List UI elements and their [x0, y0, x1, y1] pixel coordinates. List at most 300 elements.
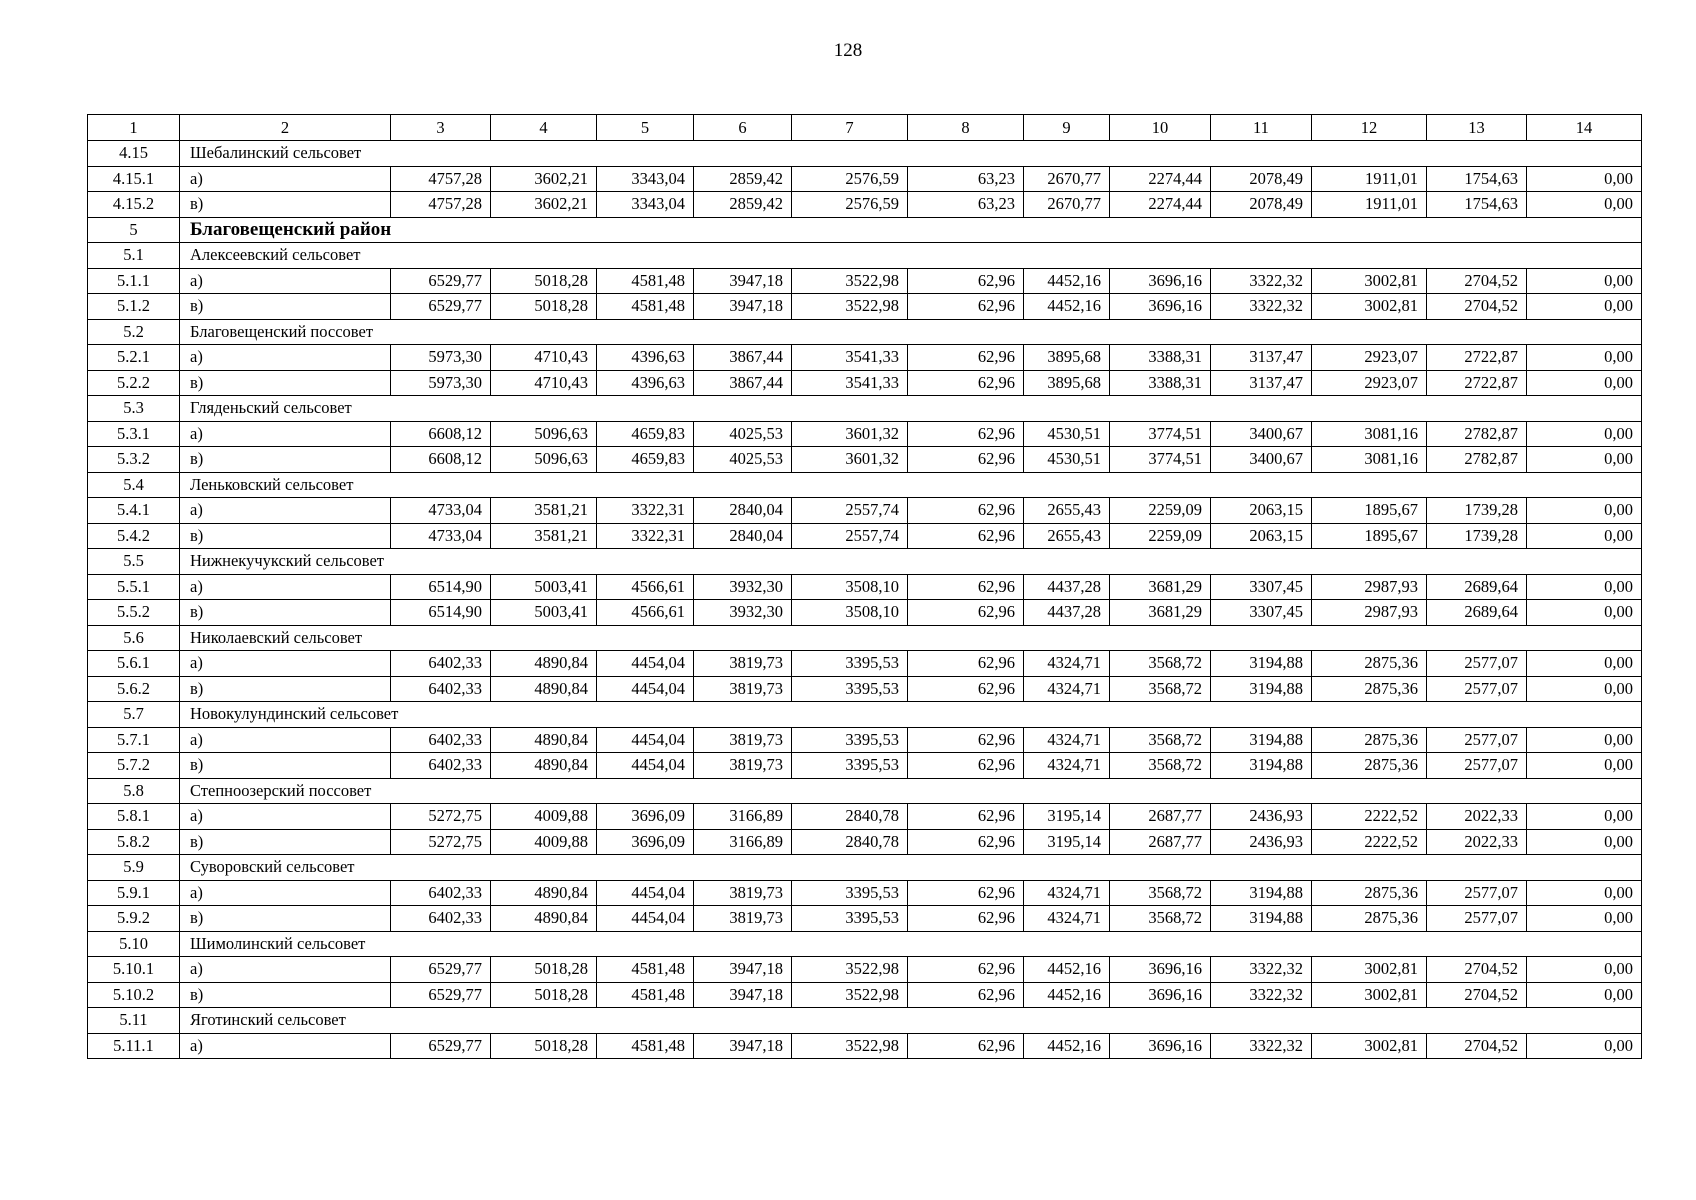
value-cell: 4025,53	[694, 447, 792, 473]
table-body	[88, 115, 1642, 1059]
value-cell: 2274,44	[1110, 166, 1211, 192]
value-cell: 3774,51	[1110, 447, 1211, 473]
value-cell: 3388,31	[1110, 370, 1211, 396]
row-number-cell: 5.10.2	[88, 982, 180, 1008]
row-number-cell: 5.4.1	[88, 498, 180, 524]
value-cell: 2259,09	[1110, 498, 1211, 524]
value-cell: 62,96	[908, 523, 1024, 549]
value-cell: 2875,36	[1312, 906, 1427, 932]
value-cell: 3343,04	[597, 166, 694, 192]
table-row	[88, 957, 1642, 983]
value-cell: 62,96	[908, 829, 1024, 855]
settlement-name: Гляденьский сельсовет	[180, 396, 1642, 422]
value-cell: 2436,93	[1211, 804, 1312, 830]
value-cell: 2923,07	[1312, 370, 1427, 396]
value-cell: 1754,63	[1427, 192, 1527, 218]
value-cell: 4324,71	[1024, 880, 1110, 906]
settlement-row	[88, 778, 1642, 804]
value-cell: 3819,73	[694, 880, 792, 906]
column-number-cell: 9	[1024, 115, 1110, 141]
value-cell: 3581,21	[491, 523, 597, 549]
settlement-row	[88, 625, 1642, 651]
settlement-row	[88, 1008, 1642, 1034]
row-label-cell: в)	[180, 523, 391, 549]
value-cell: 0,00	[1527, 523, 1642, 549]
value-cell: 4757,28	[391, 166, 491, 192]
value-cell: 4566,61	[597, 574, 694, 600]
value-cell: 2722,87	[1427, 370, 1527, 396]
value-cell: 4437,28	[1024, 600, 1110, 626]
row-label-cell: а)	[180, 268, 391, 294]
value-cell: 5096,63	[491, 421, 597, 447]
row-label-cell: в)	[180, 982, 391, 1008]
settlement-row	[88, 472, 1642, 498]
value-cell: 6402,33	[391, 676, 491, 702]
row-label-cell: в)	[180, 370, 391, 396]
value-cell: 0,00	[1527, 957, 1642, 983]
value-cell: 3522,98	[792, 1033, 908, 1059]
value-cell: 5272,75	[391, 804, 491, 830]
value-cell: 4890,84	[491, 676, 597, 702]
row-number-cell: 5.11.1	[88, 1033, 180, 1059]
value-cell: 62,96	[908, 1033, 1024, 1059]
value-cell: 4452,16	[1024, 294, 1110, 320]
value-cell: 3194,88	[1211, 880, 1312, 906]
value-cell: 3774,51	[1110, 421, 1211, 447]
value-cell: 2987,93	[1312, 600, 1427, 626]
value-cell: 4710,43	[491, 370, 597, 396]
value-cell: 2722,87	[1427, 345, 1527, 371]
value-cell: 4581,48	[597, 982, 694, 1008]
value-cell: 2689,64	[1427, 600, 1527, 626]
value-cell: 62,96	[908, 498, 1024, 524]
value-cell: 62,96	[908, 268, 1024, 294]
value-cell: 3541,33	[792, 370, 908, 396]
settlement-row	[88, 549, 1642, 575]
value-cell: 3395,53	[792, 651, 908, 677]
value-cell: 3388,31	[1110, 345, 1211, 371]
value-cell: 4324,71	[1024, 651, 1110, 677]
value-cell: 2840,78	[792, 804, 908, 830]
table-row	[88, 447, 1642, 473]
column-number-cell: 6	[694, 115, 792, 141]
table-row	[88, 294, 1642, 320]
value-cell: 4324,71	[1024, 676, 1110, 702]
value-cell: 5003,41	[491, 600, 597, 626]
value-cell: 62,96	[908, 370, 1024, 396]
value-cell: 3867,44	[694, 345, 792, 371]
value-cell: 3819,73	[694, 753, 792, 779]
value-cell: 4890,84	[491, 727, 597, 753]
value-cell: 3002,81	[1312, 294, 1427, 320]
value-cell: 2577,07	[1427, 753, 1527, 779]
value-cell: 3696,16	[1110, 1033, 1211, 1059]
value-cell: 3194,88	[1211, 906, 1312, 932]
row-label-cell: а)	[180, 727, 391, 753]
value-cell: 3947,18	[694, 268, 792, 294]
value-cell: 4757,28	[391, 192, 491, 218]
row-label-cell: а)	[180, 804, 391, 830]
value-cell: 3522,98	[792, 957, 908, 983]
value-cell: 2704,52	[1427, 294, 1527, 320]
row-number-cell: 5.8	[88, 778, 180, 804]
row-number-cell: 5.9.2	[88, 906, 180, 932]
value-cell: 4733,04	[391, 498, 491, 524]
value-cell: 3541,33	[792, 345, 908, 371]
table-row	[88, 1033, 1642, 1059]
value-cell: 0,00	[1527, 345, 1642, 371]
value-cell: 62,96	[908, 880, 1024, 906]
value-cell: 3081,16	[1312, 447, 1427, 473]
value-cell: 6514,90	[391, 574, 491, 600]
value-cell: 3194,88	[1211, 651, 1312, 677]
value-cell: 3932,30	[694, 600, 792, 626]
value-cell: 2222,52	[1312, 804, 1427, 830]
value-cell: 0,00	[1527, 651, 1642, 677]
value-cell: 0,00	[1527, 268, 1642, 294]
value-cell: 5018,28	[491, 1033, 597, 1059]
value-cell: 3343,04	[597, 192, 694, 218]
row-number-cell: 5.6.2	[88, 676, 180, 702]
value-cell: 3002,81	[1312, 982, 1427, 1008]
value-cell: 62,96	[908, 727, 1024, 753]
value-cell: 3568,72	[1110, 676, 1211, 702]
value-cell: 1911,01	[1312, 192, 1427, 218]
row-label-cell: в)	[180, 829, 391, 855]
value-cell: 5973,30	[391, 345, 491, 371]
value-cell: 2436,93	[1211, 829, 1312, 855]
value-cell: 1911,01	[1312, 166, 1427, 192]
value-cell: 2704,52	[1427, 982, 1527, 1008]
value-cell: 4659,83	[597, 447, 694, 473]
value-cell: 2840,04	[694, 523, 792, 549]
value-cell: 0,00	[1527, 1033, 1642, 1059]
value-cell: 4324,71	[1024, 906, 1110, 932]
value-cell: 3696,16	[1110, 957, 1211, 983]
settlement-row	[88, 319, 1642, 345]
value-cell: 4710,43	[491, 345, 597, 371]
value-cell: 2222,52	[1312, 829, 1427, 855]
row-number-cell: 5.3.2	[88, 447, 180, 473]
row-number-cell: 5.3	[88, 396, 180, 422]
value-cell: 3400,67	[1211, 421, 1312, 447]
value-cell: 3194,88	[1211, 753, 1312, 779]
column-number-cell: 5	[597, 115, 694, 141]
value-cell: 3568,72	[1110, 651, 1211, 677]
value-cell: 3895,68	[1024, 370, 1110, 396]
table-row	[88, 421, 1642, 447]
value-cell: 4452,16	[1024, 1033, 1110, 1059]
value-cell: 3322,32	[1211, 982, 1312, 1008]
settlement-row	[88, 396, 1642, 422]
value-cell: 5018,28	[491, 982, 597, 1008]
value-cell: 3947,18	[694, 957, 792, 983]
value-cell: 3395,53	[792, 676, 908, 702]
row-number-cell: 5.1	[88, 243, 180, 269]
value-cell: 3395,53	[792, 880, 908, 906]
tariff-table	[87, 114, 1642, 1059]
value-cell: 4454,04	[597, 906, 694, 932]
value-cell: 6608,12	[391, 421, 491, 447]
row-number-cell: 5.6	[88, 625, 180, 651]
value-cell: 2687,77	[1110, 804, 1211, 830]
value-cell: 3395,53	[792, 753, 908, 779]
value-cell: 1895,67	[1312, 523, 1427, 549]
value-cell: 4890,84	[491, 906, 597, 932]
value-cell: 4025,53	[694, 421, 792, 447]
value-cell: 2022,33	[1427, 829, 1527, 855]
value-cell: 3681,29	[1110, 600, 1211, 626]
value-cell: 3947,18	[694, 982, 792, 1008]
value-cell: 1739,28	[1427, 498, 1527, 524]
value-cell: 2259,09	[1110, 523, 1211, 549]
value-cell: 4890,84	[491, 651, 597, 677]
row-label-cell: в)	[180, 447, 391, 473]
value-cell: 4324,71	[1024, 753, 1110, 779]
value-cell: 3322,32	[1211, 294, 1312, 320]
value-cell: 6529,77	[391, 982, 491, 1008]
value-cell: 3307,45	[1211, 600, 1312, 626]
settlement-name: Новокулундинский сельсовет	[180, 702, 1642, 728]
settlement-name: Леньковский сельсовет	[180, 472, 1642, 498]
row-label-cell: а)	[180, 345, 391, 371]
value-cell: 3322,32	[1211, 957, 1312, 983]
value-cell: 4454,04	[597, 676, 694, 702]
value-cell: 2987,93	[1312, 574, 1427, 600]
value-cell: 3307,45	[1211, 574, 1312, 600]
value-cell: 3002,81	[1312, 957, 1427, 983]
value-cell: 0,00	[1527, 370, 1642, 396]
value-cell: 62,96	[908, 574, 1024, 600]
value-cell: 62,96	[908, 421, 1024, 447]
value-cell: 3002,81	[1312, 268, 1427, 294]
value-cell: 4452,16	[1024, 957, 1110, 983]
row-number-cell: 5.5.2	[88, 600, 180, 626]
value-cell: 2577,07	[1427, 727, 1527, 753]
column-number-cell: 11	[1211, 115, 1312, 141]
value-cell: 2577,07	[1427, 651, 1527, 677]
value-cell: 1739,28	[1427, 523, 1527, 549]
value-cell: 2557,74	[792, 523, 908, 549]
value-cell: 3166,89	[694, 829, 792, 855]
value-cell: 4454,04	[597, 651, 694, 677]
value-cell: 62,96	[908, 651, 1024, 677]
value-cell: 0,00	[1527, 804, 1642, 830]
value-cell: 0,00	[1527, 574, 1642, 600]
value-cell: 2078,49	[1211, 166, 1312, 192]
row-number-cell: 5.10.1	[88, 957, 180, 983]
value-cell: 3696,16	[1110, 268, 1211, 294]
value-cell: 2577,07	[1427, 880, 1527, 906]
value-cell: 2704,52	[1427, 1033, 1527, 1059]
value-cell: 2576,59	[792, 166, 908, 192]
value-cell: 4581,48	[597, 1033, 694, 1059]
table-row	[88, 345, 1642, 371]
column-number-cell: 13	[1427, 115, 1527, 141]
table-row	[88, 268, 1642, 294]
value-cell: 3819,73	[694, 676, 792, 702]
value-cell: 3166,89	[694, 804, 792, 830]
value-cell: 3195,14	[1024, 829, 1110, 855]
value-cell: 2655,43	[1024, 498, 1110, 524]
value-cell: 62,96	[908, 982, 1024, 1008]
value-cell: 0,00	[1527, 166, 1642, 192]
value-cell: 2840,78	[792, 829, 908, 855]
table-row	[88, 727, 1642, 753]
settlement-row	[88, 931, 1642, 957]
value-cell: 4566,61	[597, 600, 694, 626]
value-cell: 3681,29	[1110, 574, 1211, 600]
value-cell: 2687,77	[1110, 829, 1211, 855]
column-number-cell: 8	[908, 115, 1024, 141]
value-cell: 3819,73	[694, 727, 792, 753]
value-cell: 3601,32	[792, 447, 908, 473]
row-label-cell: а)	[180, 574, 391, 600]
row-number-cell: 4.15.2	[88, 192, 180, 218]
row-number-cell: 5	[88, 217, 180, 243]
row-label-cell: в)	[180, 600, 391, 626]
value-cell: 4530,51	[1024, 447, 1110, 473]
value-cell: 6529,77	[391, 268, 491, 294]
row-number-cell: 5.5	[88, 549, 180, 575]
row-number-cell: 5.11	[88, 1008, 180, 1034]
value-cell: 4452,16	[1024, 268, 1110, 294]
value-cell: 63,23	[908, 192, 1024, 218]
value-cell: 6402,33	[391, 880, 491, 906]
value-cell: 4009,88	[491, 804, 597, 830]
value-cell: 2557,74	[792, 498, 908, 524]
value-cell: 4454,04	[597, 753, 694, 779]
district-name: Благовещенский район	[180, 217, 1642, 243]
row-number-cell: 5.9.1	[88, 880, 180, 906]
value-cell: 1895,67	[1312, 498, 1427, 524]
row-number-cell: 5.1.1	[88, 268, 180, 294]
value-cell: 2655,43	[1024, 523, 1110, 549]
value-cell: 6529,77	[391, 294, 491, 320]
row-number-cell: 4.15.1	[88, 166, 180, 192]
row-number-cell: 5.10	[88, 931, 180, 957]
value-cell: 2274,44	[1110, 192, 1211, 218]
row-number-cell: 4.15	[88, 141, 180, 167]
value-cell: 2782,87	[1427, 421, 1527, 447]
column-number-cell: 2	[180, 115, 391, 141]
value-cell: 4324,71	[1024, 727, 1110, 753]
value-cell: 2704,52	[1427, 957, 1527, 983]
value-cell: 3895,68	[1024, 345, 1110, 371]
value-cell: 4396,63	[597, 370, 694, 396]
value-cell: 2670,77	[1024, 166, 1110, 192]
value-cell: 4733,04	[391, 523, 491, 549]
value-cell: 2577,07	[1427, 906, 1527, 932]
table-row	[88, 982, 1642, 1008]
value-cell: 3522,98	[792, 982, 908, 1008]
row-number-cell: 5.9	[88, 855, 180, 881]
value-cell: 4454,04	[597, 727, 694, 753]
settlement-name: Алексеевский сельсовет	[180, 243, 1642, 269]
column-number-cell: 10	[1110, 115, 1211, 141]
value-cell: 0,00	[1527, 727, 1642, 753]
value-cell: 62,96	[908, 804, 1024, 830]
value-cell: 6402,33	[391, 906, 491, 932]
value-cell: 3322,31	[597, 523, 694, 549]
table-row	[88, 829, 1642, 855]
value-cell: 62,96	[908, 676, 1024, 702]
value-cell: 2078,49	[1211, 192, 1312, 218]
value-cell: 0,00	[1527, 829, 1642, 855]
table-row	[88, 753, 1642, 779]
row-number-cell: 5.7	[88, 702, 180, 728]
value-cell: 4437,28	[1024, 574, 1110, 600]
row-number-cell: 5.2	[88, 319, 180, 345]
value-cell: 4890,84	[491, 880, 597, 906]
value-cell: 0,00	[1527, 192, 1642, 218]
value-cell: 2875,36	[1312, 651, 1427, 677]
row-number-cell: 5.2.1	[88, 345, 180, 371]
value-cell: 0,00	[1527, 906, 1642, 932]
value-cell: 62,96	[908, 600, 1024, 626]
value-cell: 2859,42	[694, 166, 792, 192]
value-cell: 2689,64	[1427, 574, 1527, 600]
value-cell: 3522,98	[792, 294, 908, 320]
value-cell: 0,00	[1527, 753, 1642, 779]
value-cell: 3395,53	[792, 906, 908, 932]
value-cell: 2063,15	[1211, 498, 1312, 524]
value-cell: 2063,15	[1211, 523, 1312, 549]
table-row	[88, 370, 1642, 396]
table-row	[88, 498, 1642, 524]
settlement-name: Николаевский сельсовет	[180, 625, 1642, 651]
value-cell: 3819,73	[694, 906, 792, 932]
value-cell: 2875,36	[1312, 727, 1427, 753]
row-label-cell: а)	[180, 421, 391, 447]
value-cell: 62,96	[908, 294, 1024, 320]
value-cell: 2576,59	[792, 192, 908, 218]
value-cell: 6402,33	[391, 753, 491, 779]
row-number-cell: 5.8.1	[88, 804, 180, 830]
row-number-cell: 5.5.1	[88, 574, 180, 600]
value-cell: 6529,77	[391, 1033, 491, 1059]
value-cell: 3322,32	[1211, 1033, 1312, 1059]
value-cell: 2923,07	[1312, 345, 1427, 371]
row-label-cell: а)	[180, 1033, 391, 1059]
value-cell: 0,00	[1527, 421, 1642, 447]
value-cell: 4530,51	[1024, 421, 1110, 447]
column-number-cell: 4	[491, 115, 597, 141]
value-cell: 5973,30	[391, 370, 491, 396]
value-cell: 2670,77	[1024, 192, 1110, 218]
row-number-cell: 5.7.1	[88, 727, 180, 753]
value-cell: 0,00	[1527, 880, 1642, 906]
settlement-name: Яготинский сельсовет	[180, 1008, 1642, 1034]
row-number-cell: 5.3.1	[88, 421, 180, 447]
value-cell: 5018,28	[491, 268, 597, 294]
value-cell: 3568,72	[1110, 880, 1211, 906]
row-label-cell: а)	[180, 957, 391, 983]
value-cell: 3696,16	[1110, 982, 1211, 1008]
value-cell: 3508,10	[792, 574, 908, 600]
value-cell: 4009,88	[491, 829, 597, 855]
row-number-cell: 5.2.2	[88, 370, 180, 396]
settlement-name: Степноозерский поссовет	[180, 778, 1642, 804]
table-row	[88, 676, 1642, 702]
row-number-cell: 5.6.1	[88, 651, 180, 677]
value-cell: 3137,47	[1211, 345, 1312, 371]
value-cell: 2875,36	[1312, 676, 1427, 702]
row-label-cell: в)	[180, 192, 391, 218]
row-number-cell: 5.4	[88, 472, 180, 498]
value-cell: 3081,16	[1312, 421, 1427, 447]
value-cell: 4454,04	[597, 880, 694, 906]
